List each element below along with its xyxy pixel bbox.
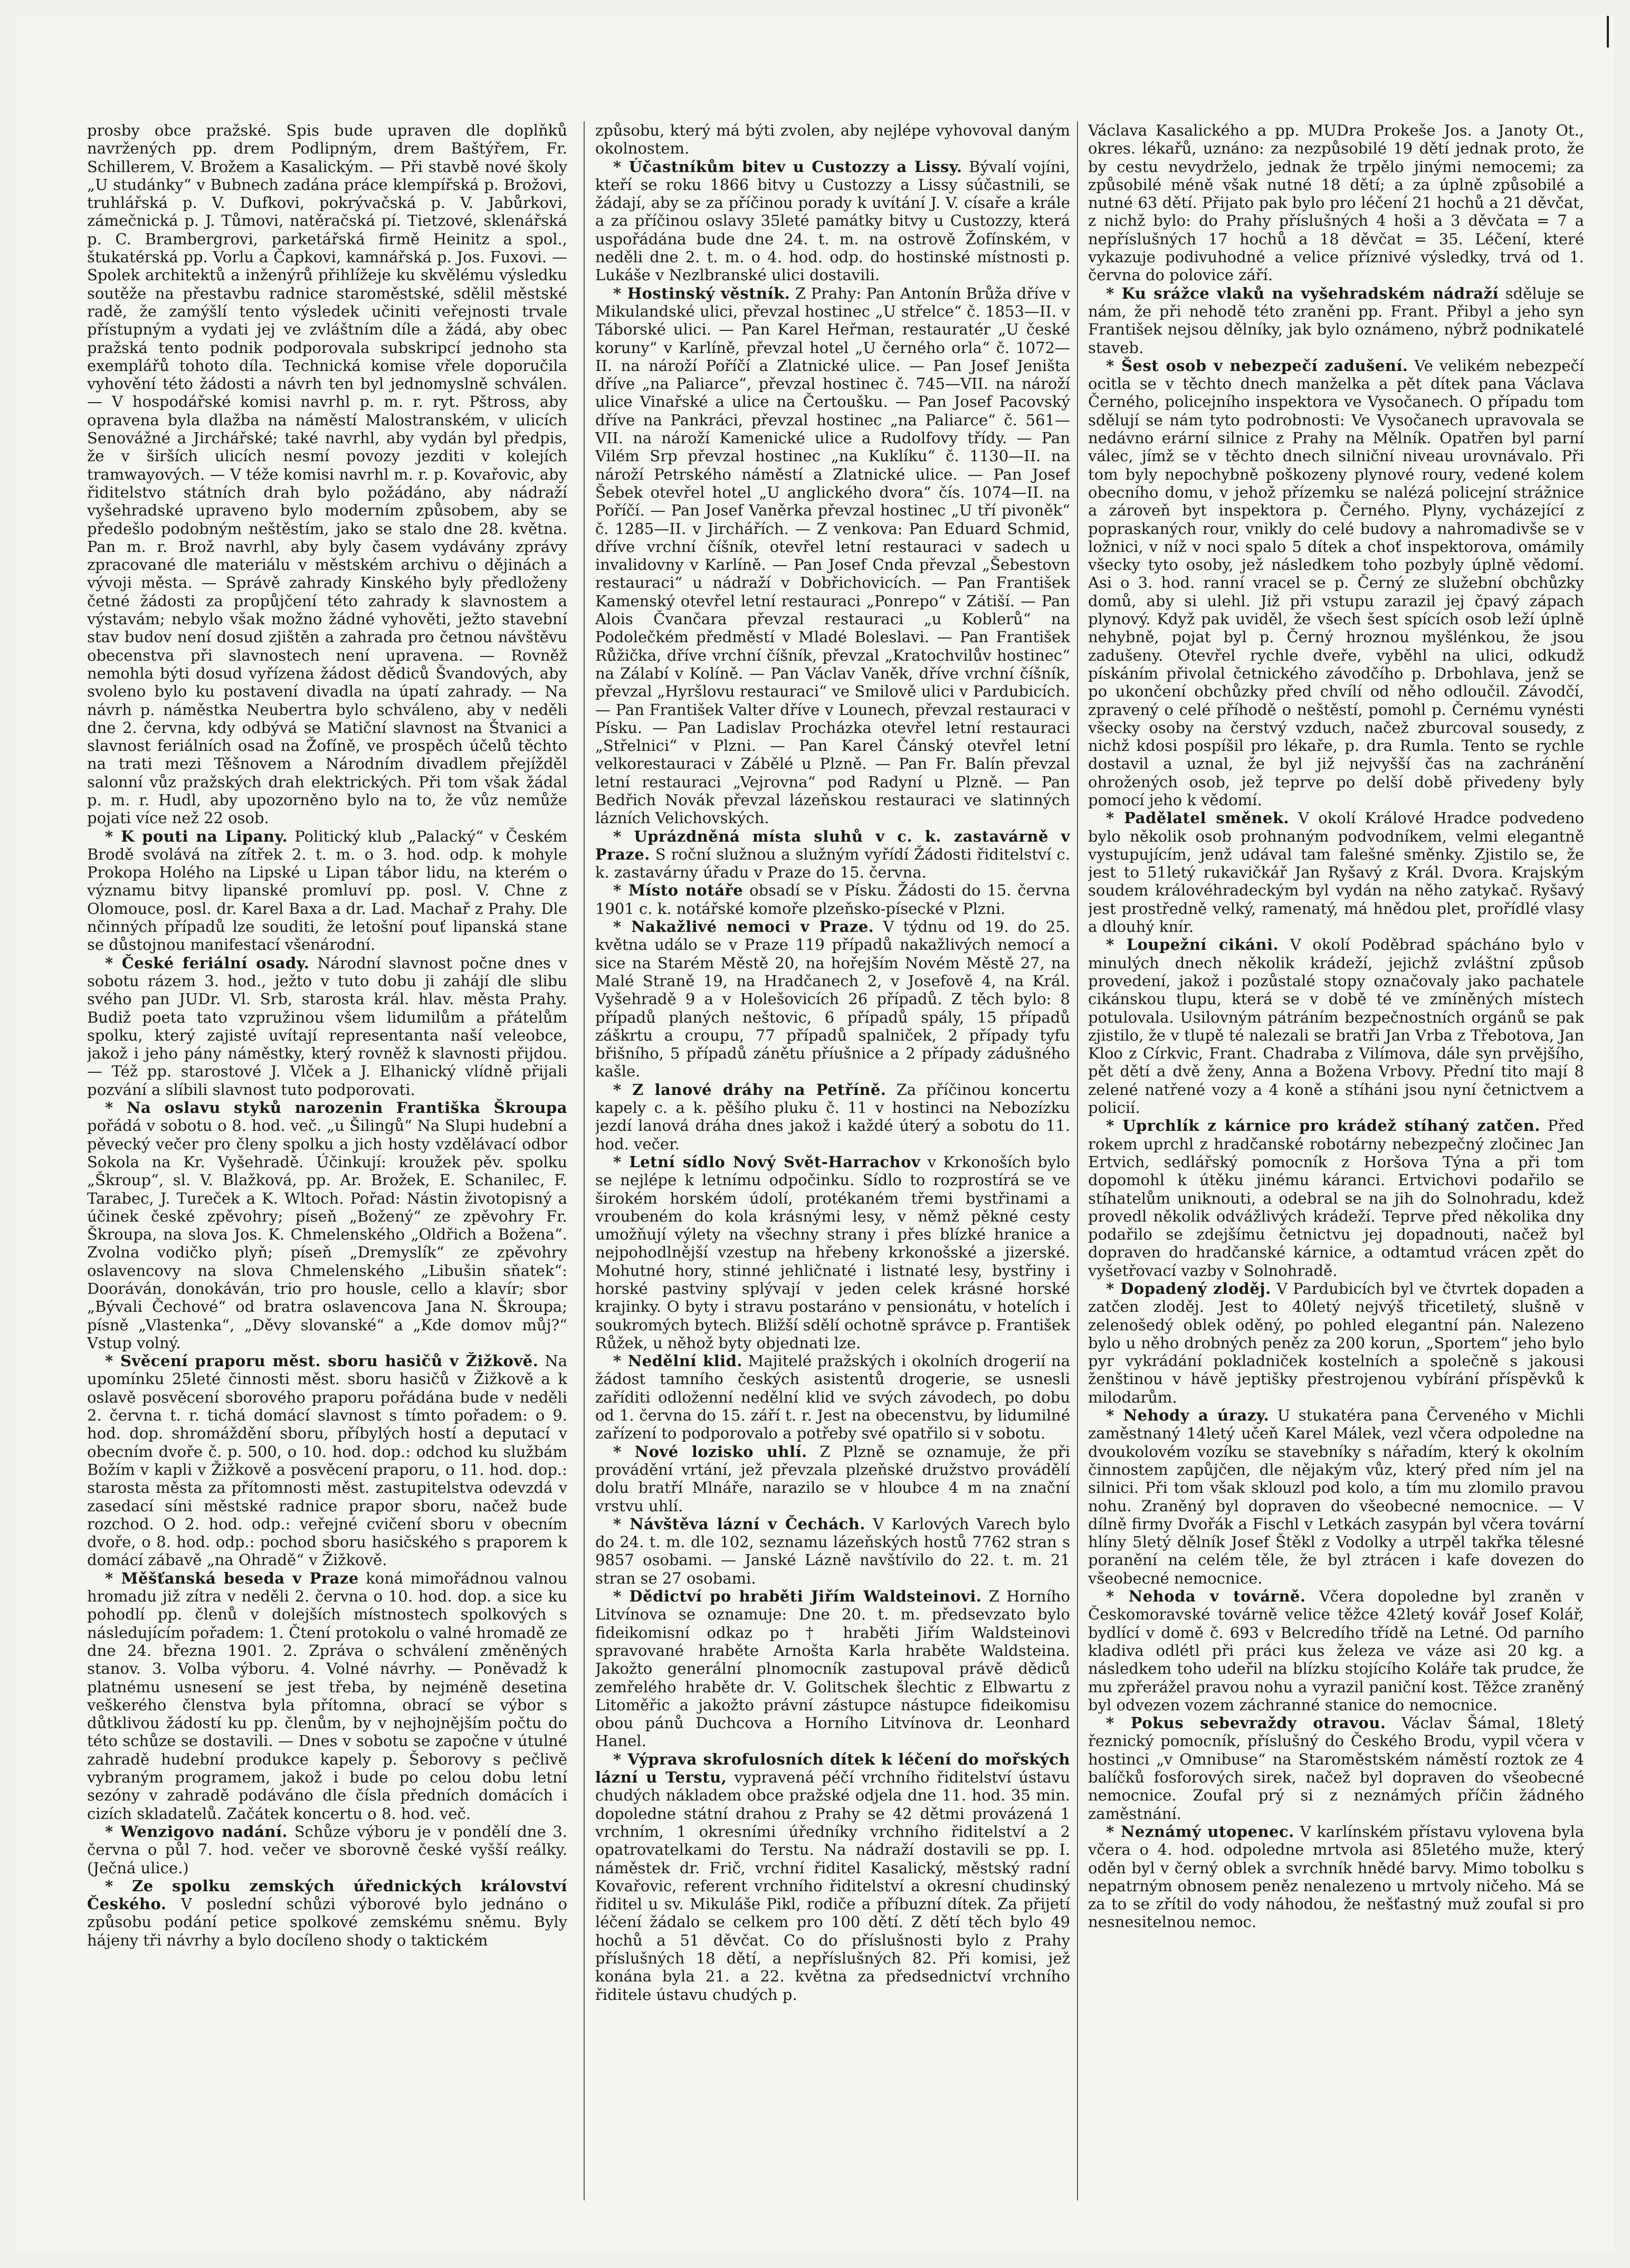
article-body: Ve velikém nebezpečí ocitla se v těchto dnech manželka a pět dítek pana Václava Černého, policejního inspektora ve Vysočanech. O případu tom sdělují se nám tyto podrobnosti: Ve Vysočanech upravovala se nedávno erární silnice z Prahy na Mělník. Opatřen byl parní válec, jímž se v těchto dnech silniční niveau urovnávalo. Při tom byly nepochybně poškozeny plynové roury, vedené kolem obecního domu, v jehož přízemku se nalézá policejní strážnice a zároveň byt inspektora p. Černého. Plyny, vycházející z popraskaných rour, vnikly do celé budovy a nahromadivše se v ložnici, v níž v noci spalo 5 dítek a choť inspektorova, omámily všecky tyto osoby, jež následkem toho pozbyly úplně vědomí. Asi o 3. hod. ranní vracel se p. Černý ze služební obchůzky domů, aby si ulehl. Již při vstupu zarazil jej čpavý zápach plynový. Když pak uviděl, že všech šest spících osob leží úplně nehybně, pojat byl p. Černý hroznou myšlénkou, že jsou zadušeny. Otevřel rychle dveře, vyběhl na ulici, odkudž pískáním přivolal četnického závodčího p. Drbohlava, jenž se po ukončení obchůzky před chvílí od něho odloučil. Závodčí, zpravený o celé příhodě o neštěstí, pomohl p. Černému vynésti všecky osoby na čerstvý vzduch, načež zburcoval sousedy, z nichž kdosi pospíšil pro lékaře, p. dra Rumla. Tento se rychle dostavil a uznal, že byl již nejvyšší čas na zachránění ohrožených osob, jež teprve po delší době přivedeny byly pomocí jeho k vědomí. (1088, 356, 1584, 809)
article-body: Schůze výboru je v pondělí dne 3. června o půl 7. hod. večer ve sborovně české vyšší reálky. (Ječná ulice.) (87, 1822, 567, 1877)
text-column-1 (87, 121, 567, 2200)
binding-mark (1603, 16, 1612, 58)
article-heading: * Místo notáře (613, 881, 743, 899)
news-article (1088, 1117, 1584, 1280)
news-article (595, 1587, 1070, 1750)
article-heading: * Ku srážce vlaků na vyšehradském nádraží (1106, 284, 1499, 302)
news-article (595, 1443, 1070, 1515)
column-divider (1077, 121, 1078, 2200)
article-body: V okolí Poděbrad spácháno bylo v minulých dnech několik krádeží, jejichž zvláštní způsob provedení, jakož i pozůstalé stopy označovaly jako pachatele cikánskou tlupu, která se v době té ve zmíněných místech potulovala. Usilovným pátráním bezpečnostních orgánů se pak zjistilo, že v tlupě té nalezali se bratři Jan Vrba z Třebotova, Jan Kloo z Církvic, Frant. Chadraba z Vilímova, dále syn prvějšího, pět dětí a dvě ženy, Anna a Božena Vrbovy. Přední tito mají 8 zelené natřené vozy a 4 koně a stíháni jsou nyní četnictvem a policií. (1088, 936, 1584, 1117)
news-article (595, 1750, 1070, 2004)
article-body: Václav Šámal, 18letý řeznický pomocník, příslušný do Českého Brodu, vypil včera v hostinci „v Omnibuse“ na Staroměstském náměstí roztok ze 4 balíčků fosforových sirek, načež byl dopraven do všeobecné nemocnice. Zoufal prý si z neznámých příčin žádného zaměstnání. (1088, 1714, 1584, 1823)
news-article (1088, 1823, 1584, 1931)
news-article (87, 1823, 567, 1877)
article-body: Z Plzně se oznamuje, že při provádění vrtání, jež převzala plzeňské družstvo provádělí dolu bratří Mlnáře, narazilo se v hloubce 4 m na znační vrstvu uhlí. (595, 1442, 1070, 1515)
news-article (595, 827, 1070, 882)
article-heading: * Nehoda v továrně. (1106, 1587, 1305, 1605)
column-3-lead: Václava Kasalického a pp. MUDra Prokeše Jos. a Janoty Ot., okres. lékařů, uznáno: za nezpůsobilé 19 dětí jednak proto, že by cestu nevydrželo, jednak že trpělo jinými nemocemi; za způsobilé méně však nutné 18 dětí; a za úplně způsobilé a nutné 63 dětí. Přijato pak bylo pro léčení 21 hochů a 21 děvčat, z nichž bylo: do Prahy příslušných 4 hoši a 3 děvčata = 7 a nepříslušných 17 hochů a 18 děvčat = 35. Léčení, které vykazuje podivuhodné a velice příznivé výsledky, trvá od 1. června do polovice září. (1088, 121, 1584, 284)
article-body: V karlínském přístavu vylovena byla včera o 4. hod. odpoledne mrtvola asi 85letého muže, který oděn byl v černý oblek a svrchník hnědé barvy. Mimo tobolku s nepatrným obnosem peněz nenalezeno u mrtvoly ničeho. Má se za to se zřítil do vody náhodou, že nešťastný muž zoufal si pro nesnesitelnou nemoc. (1088, 1822, 1584, 1931)
article-body: obsadí se v Písku. Žádosti do 15. června 1901 c. k. notářské komoře plzeňsko-písecké v Plzni. (595, 881, 1070, 918)
text-column-2 (595, 121, 1070, 2200)
news-article (87, 1099, 567, 1352)
news-article (595, 918, 1070, 1081)
article-body: v Krkonoších bylo se nejlépe k letnímu odpočinku. Sídlo to rozprostírá se ve širokém horském údolí, protékaném třemi bystřinami a vroubeném do kola krásnými lesy, v němž pěkné cesty umožňují výlety na všechny strany i přes blízké hranice a nejpohodlnější vzestup na hřebeny krkonošské a jizerské. Mohutné hory, stinné jehličnaté i listnaté lesy, bystřiny i horské pastviny splývají v jeden celek krásné horské krajinky. O byty i stravu postaráno v pensionátu, v hotelích i soukromých bytech. Bližší sdělí ochotně správce p. František Růžek, u něhož byty objednati lze. (595, 1152, 1070, 1352)
article-heading: * Nové lozisko uhlí. (613, 1443, 807, 1461)
article-body: V Pardubicích byl ve čtvrtek dopaden a zatčen zloděj. Jest to 40letý nejvýš třicetiletý, slušně v zelenošedý oblek oděný, po pohled elegantní pán. Nalezeno bylo u něho drobných peněz za 200 korun, „Sportem“ jeho bylo pyr vykrádání pokladniček kostelních a společně s jakousi ženštinou v hávě jeptišky přestrojenou vybírání příspěvků k milodarům. (1088, 1280, 1584, 1406)
news-article (595, 284, 1070, 827)
column-3-articles (1088, 284, 1584, 1931)
article-body: U stukatéra pana Červeného v Michli zaměstnaný 14letý učeň Karel Málek, vezl včera odpoledne na dvoukolovém vozíku se stavebníky s nářadím, který k okolním činnostem zapůjčen, dle nějakým vůz, který před ním jel na silnici. Při tom však sklouzl pod kolo, a tím mu zlomilo pravou nohu. Zraněný byl dopraven do všeobecné nemocnice. — V dílně firmy Dvořák a Fischl v Letkách zasypán byl včera tovární hlíny 5letý dělník Josef Štěkl z Vodolky a utrpěl takřka tělesné poranění na celém těle, že byl ztrácen i kafe dovezen do všeobecné nemocnice. (1088, 1406, 1584, 1587)
article-heading: * Měšťanská beseda v Praze (105, 1569, 359, 1587)
article-heading: * Šest osob v nebezpečí zadušení. (1106, 357, 1408, 375)
article-heading: * Nedělní klid. (613, 1352, 742, 1370)
news-article (1088, 284, 1584, 357)
article-heading: * Uprchlík z kárnice pro krádež stíhaný zatčen. (1106, 1117, 1540, 1135)
article-heading: * Nehody a úrazy. (1106, 1406, 1269, 1424)
news-article (1088, 1714, 1584, 1823)
news-article (1088, 1406, 1584, 1587)
column-1-articles (87, 827, 567, 1949)
article-body: Národní slavnost počne dnes v sobotu rázem 3. hod., ježto v tuto dobu ji zahájí dle slibu svého pan JUDr. Vl. Srb, starosta král. hlav. města Prahy. Budiž poeta tato vzpružinou všem lidumilům a přátelům spolku, který zajisté uvítají representanta naší veleobce, jakož i jeho pány náměstky, který rovněž k slavnosti přijdou. — Též pp. starostové J. Vlček a J. Elhanický vlídně přijali pozvání a slíbili slavnost tuto podporovati. (87, 954, 567, 1099)
news-article (1088, 809, 1584, 936)
article-heading: * Neznámý utopenec. (1106, 1823, 1294, 1841)
article-heading: * Wenzigovo nadání. (105, 1823, 288, 1841)
article-heading: * Padělatel směnek. (1106, 809, 1289, 827)
news-article (87, 1352, 567, 1569)
news-article (87, 1569, 567, 1823)
article-body: Včera dopoledne byl zraněn v Českomoravské továrně velice těžce 42letý kovář Josef Kolář, bydlící v domě č. 693 v Belcredího třídě na Letné. Od parního kladiva odlétl při práci kus železa ve váze asi 20 kg. a následkem toho udeřil na blízku stojícího Koláře tak prudce, že mu zpřerážel pravou nohu a vyrazil paniční kost. Těžce zraněný byl odvezen vozem záchranné stanice do nemocnice. (1088, 1587, 1584, 1714)
article-heading: * Návštěva lázní v Čechách. (613, 1515, 865, 1533)
column-divider (584, 121, 585, 2200)
news-article (595, 1352, 1070, 1442)
article-body: Bývalí vojíni, kteří se roku 1866 bitvy u Custozzy a Lissy súčastnili, se žádají, aby se za příčinou porady k uvítání J. V. císaře a krále a za příčinou oslavy 35leté památky bitvy u Custozzy, která uspořádána bude dne 24. t. m. na ostrově Žofínském, v neděli dne 2. t. m. o 4. hod. odp. do hostinské místnosti p. Lukáše v Nezlbranské ulici dostavili. (595, 157, 1070, 284)
news-article (1088, 1587, 1584, 1714)
article-heading: * Dědictví po hraběti Jiřím Waldsteinovi. (613, 1587, 981, 1605)
article-heading: * České feriální osady. (105, 954, 309, 972)
article-heading: * Hostinský věstník. (613, 284, 790, 302)
article-body: S roční služnou a služným vyřídí Žádosti řiditelství c. k. zastavárny úřadu v Praze do 15. června. (595, 845, 1070, 882)
text-column-3 (1088, 121, 1584, 2200)
article-heading: * Výprava skrofulosních dítek k léčení do mořských lázní u Terstu, (595, 1750, 1070, 1786)
article-body: Politický klub „Palacký“ v Českém Brodě svolává na zítřek 2. t. m. o 3. hod. odp. k mohyle Prokopa Holého na Lipské u Lipan tábor lidu, na kterém o významu bitvy lipanské promluví pp. posl. V. Chne z Olomouce, posl. dr. Karel Baxa a dr. Lad. Machař z Prahy. Dle nčinných případů lze souditi, že letošní pouť lipanská stane se důstojnou manifestací všenárodní. (87, 827, 567, 954)
article-body: Před rokem uprchl z hradčanské robotárny nebezpečný zločinec Jan Ertvich, sedlářský pomocník z Horšova Týna a při tom dopomohl k útěku jinému káranci. Ertvichovi podařilo se stíhatelům uniknouti, a odebral se na jih do Solnohradu, kdež provedl několik odvážlivých krádeží. Teprve před několika dny podařilo se zdejšímu četnictvu jej dopadnouti, načež byl dopraven do hradčanské kárnice, a odtamtud vrácen zpět do vyšetřovací vazby v Solnohradě. (1088, 1117, 1584, 1280)
article-heading: * Z lanové dráhy na Petříně. (613, 1081, 886, 1099)
article-body: V okolí Králové Hradce podvedeno bylo několik osob prohnaným podvodníkem, velmi elegantně vystupujícím, jenž udával tam falešné směnky. Zjistilo se, že jest to 51letý rukavičkář Jan Ryšavý z Král. Dvora. Krajským soudem královéhradeckým byl vydán na něho zatykač. Ryšavý jest prostředně velký, ramenatý, má hnědou plet, prořídlé vlasy a dlouhý knír. (1088, 809, 1584, 936)
news-article (87, 954, 567, 1099)
article-heading: * Svěcení praporu měst. sboru hasičů v Žižkově. (105, 1352, 538, 1370)
article-heading: * Letní sídlo Nový Svět-Harrachov (613, 1153, 920, 1171)
news-article (595, 881, 1070, 918)
article-body: Na upomínku 25leté činnosti měst. sboru hasičů v Žižkově a k oslavě posvěcení sborového praporu pořádána bude v neděli 2. června t. r. tichá domácí slavnost s tímto pořadem: o 9. hod. dop. shromáždění sboru, příbylých hostí a deputací v obecním dvoře č. p. 500, o 10. hod. dop.: odchod ku službám Božím v kapli v Žižkově a posvěcení praporu, o 11. hod. dop.: starosta města za přítomnosti měst. zastupitelstva odevzdá v zasedací síni městské radnice prapor sboru, načež bude rozchod. O 2. hod. odp.: veřejné cvičení sboru v obecním dvoře, o 8. hod. odp.: pochod sboru hasičského s praporem k domácí zábavě „na Ohradě“ v Žižkově. (87, 1352, 567, 1569)
article-body: V Karlových Varech bylo do 24. t. m. dle 102, seznamu lázeňských hostů 7762 stran s 9857 osobami. — Janské Lázně navštívilo do 22. t. m. 21 stran se 27 osobami. (595, 1514, 1070, 1587)
article-heading: * Loupežní cikáni. (1106, 936, 1279, 954)
article-heading: * Na oslavu styků narozenin Františka Škroupa (105, 1099, 567, 1117)
news-article (595, 1081, 1070, 1153)
news-article (1088, 1280, 1584, 1406)
article-heading: * Uprázdněná místa sluhů v c. k. zastavárně v Praze. (595, 827, 1070, 863)
news-article (595, 1153, 1070, 1352)
article-heading: * Pokus sebevraždy otravou. (1106, 1714, 1386, 1732)
article-heading: * Ze spolku zemských úřednických království Českého. (87, 1877, 567, 1913)
article-heading: * Nakažlivé nemoci v Praze. (613, 918, 874, 936)
column-1-lead: prosby obce pražské. Spis bude upraven dle doplňků navržených pp. drem Podlipným, drem Baštýřem, Fr. Schillerem, V. Brožem a Kasalickým. — Při stavbě nové školy „U studánky“ v Bubnech zadána práce klempířská p. Brožovi, truhlářská p. V. Dufkovi, pokrývačská p. V. Jabůrkovi, zámečnická p. J. Tůmovi, natěračská pí. Tietzové, sklenářská p. C. Brambergrovi, parketářská firmě Heinitz a spol., štukatérská pp. Vorlu a Čapkovi, kamnářská p. Jos. Fuxovi. — Spolek architektů a inženýrů přihlížeje ku skvělému výsledku soutěže na přestavbu radnice staroměstské, sdělil městské radě, že zamýšlí tento výsledek učiniti veřejnosti trvale přístupným a vydati jej ve zvláštním díle a žádá, aby obec pražská tento podnik podporovala subskripcí jednoho sta exemplářů tohoto díla. Technická komise vřele doporučila vyhovění této žádosti a návrh ten byl jednomyslně schválen. — V hospodářské komisi navrhl p. m. r. ryt. Pštross, aby opravena byla dlažba na náměstí Malostranském, v ulicích Senovážné a Jirchářské; také navrhl, aby vydán byl předpis, že v širších ulicích nesmí povozy jezditi v kolejích tramwayových. — V téže komisi navrhl m. r. p. Kovařovic, aby řiditelstvo státních drah bylo požádáno, aby nádraží vyšehradské upraveno bylo moderním způsobem, aby se předešlo podobným neštěstím, jako se stalo dne 28. května. Pan m. r. Brož navrhl, aby byly časem vydávány zprávy zpracované dle materiálu v městském archivu o dějinách a vývoji města. — Správě zahrady Kinského byly předloženy četné žádosti za propůjčení této zahrady k slavnostem a výstavám; nebylo však možno žádné vyhověti, ježto stavební stav budov není dosud zjištěn a zahrada pro četnou návštěvu obecenstva při slavnostech není upravena. — Rovněž nemohla býti dosud vyřízena žádost dědiců Švandových, aby svoleno bylo ku postavení divadla na úpatí zahrady. — Na návrh p. náměstka Neubertra bylo schváleno, aby v neděli dne 2. června, kdy odbývá se Matiční slavnost na Štvanici a slavnost feriálních osad na Žofíně, ve prospěch účelů těchto na trati mezi Těšnovem a Národním divadlem přejížděl salonní vůz pražských drah elektrických. Při tom však žádal p. m. r. Hudl, aby upozorněno bylo na to, že vůz nemůže pojati více než 22 osob. (87, 121, 567, 827)
news-article (1088, 357, 1584, 809)
article-heading: * Účastníkům bitev u Custozzy a Lissy. (613, 158, 962, 176)
news-article (87, 827, 567, 954)
article-body: vypravená péčí vrchního řiditelství ústavu chudých nákladem obce pražské odjela dne 11. hod. 35 min. dopoledne státní drahou z Prahy se 42 dětmi provázená 1 vrchním, 1 okresními úředníky vrchního řiditelství a 2 opatrovatelkami do Terstu. Na nádraží dostavili se pp. I. náměstek dr. Frič, vrchní řiditel Kasalický, městský radní Kovařovic, referent vrchního řiditelství a okresní chudinský řiditel u sv. Mikuláše Pikl, rodiče a příbuzní dítek. Za přijetí léčení žádalo se celkem pro 100 dětí. Z dětí těch bylo 49 hochů a 51 děvčat. Co do příslušnosti bylo z Prahy příslušných 18 dětí, a nepříslušných 82. Při komisi, jež konána byla 21. a 22. května za předsednictví vrchního řiditele ústavu chudých p. (595, 1768, 1070, 2004)
news-article (87, 1877, 567, 1949)
news-article (1088, 936, 1584, 1117)
article-body: V týdnu od 19. do 25. května událo se v Praze 119 případů nakažlivých nemocí a sice na Starém Městě 20, na hořejším Novém Městě 27, na Malé Straně 19, na Hradčanech 2, v Josefově 4, na Král. Vyšehradě 9 a v Holešovicích 26 případů. Z těch bylo: 8 případů planých neštovic, 6 případů spály, 15 případů záškrtu a croupu, 77 případů spalniček, 2 případy tyfu břišního, 5 případů zánětu příušnice a 2 případy zádušného kašle. (595, 918, 1070, 1081)
article-body: Z Prahy: Pan Antonín Brůža dříve v Mikulandské ulici, převzal hostinec „U střelce“ č. 1853—II. v Táborské ulici. — Pan Karel Heřman, restauratér „U české koruny“ v Karlíně, převzal hotel „U černého orla“ č. 1072—II. na nároží Poříčí a Zlatnické ulice. — Pan Josef Jeništa dříve „na Paliarce“, převzal hostinec č. 745—VII. na nároží ulice Vinařské a ulice na Čertoušku. — Pan Josef Pacovský dříve na Pankráci, převzal hostinec „na Paliarce“ č. 561—VII. na nároží Kamenické ulice a Rudolfovy třídy. — Pan Vilém Srp převzal hostinec „na Kuklíku“ č. 1130—II. na nároží Petrského náměstí a Zlatnické ulice. — Pan Josef Šebek otevřel hotel „U anglického dvora“ čís. 1074—II. na Poříčí. — Pan Josef Vaněrka převzal hostinec „U tří pivoněk“ č. 1285—II. v Jirchářích. — Z venkova: Pan Eduard Schmid, dříve vrchní číšník, otevřel letní restauraci v sadech u invalidovny v Karlíně. — Pan Josef Cnda převzal „Šebestovn restauraci“ u nádraží v Dobřichovicích. — Pan František Kamenský otevřel letní restauraci „Ponrepo“ v Zátiší. — Pan Alois Čvančara převzal restauraci „u Koblerů“ na Podolečkém předměstí v Mladé Boleslavi. — Pan František Růžička, dříve vrchní číšník, převzal „Kratochvilův hostinec“ na Zálabí v Kolíně. — Pan Václav Vaněk, dříve vrchní číšník, převzal „Hyršlovu restauraci“ ve Smilově ulici v Pardubicích. — Pan František Valter dříve v Lounech, převzal restauraci v Písku. — Pan Ladislav Procházka otevřel letní restauraci „Střelnici“ v Plzni. — Pan Karel Čánský otevřel letní velkorestauraci v Zábělé u Plzně. — Pan Fr. Balín převzal letní restauraci „Vejrovna“ pod Radyní u Plzně. — Pan Bedřich Novák převzal lázeňskou restauraci ve slatinných lázních Velichovských. (595, 284, 1070, 827)
column-2-articles (595, 158, 1070, 2004)
news-article (595, 1515, 1070, 1587)
article-body: sděluje se nám, že při nehodě této zraněni pp. Frant. Přibyl a jeho syn František nejsou dělníky, jak bylo oznámeno, nýbrž podnikatelé staveb. (1088, 284, 1584, 357)
column-2-lead: způsobu, který má býti zvolen, aby nejlépe vyhovoval daným okolnostem. (595, 121, 1070, 158)
article-body: koná mimořádnou valnou hromadu již zítra v neděli 2. června o 10. hod. dop. a sice ku pohodlí pp. členů v dolejších místnostech spolkových s následujícím pořadem: 1. Čtení protokolu o valné hromadě ze dne 24. března 1901. 2. Zpráva o schválení změněných stanov. 3. Volba výboru. 4. Volné návrhy. — Poněvadž k platnému usnesení se jest třeba, by nejméně desetina veškerého členstva byla přítomna, obrací se výbor s důtklivou žádostí ku pp. členům, by v nejhojnějším počtu do této schůze se dostavili. — Dnes v sobotu se započne v útulné zahradě hudební produkce kapely p. Šeborovy s pečlivě vybraným programem, jakož i bude po celou dobu letní sezóny v zahradě podáváno dle čísla předních domácích i cizích skladatelů. Začátek koncertu o 8. hod. več. (87, 1569, 567, 1823)
article-body: pořádá v sobotu o 8. hod. več. „u Šilingů“ Na Slupi hudební a pěvecký večer pro členy spolku a jich hosty vzdělávací odbor Sokola na Kr. Vyšehradě. Účinkují: kroužek pěv. spolku „Škroup“, sl. V. Blažková, pp. Ar. Brožek, E. Schanilec, F. Tarabec, J. Tureček a K. Wltoch. Pořad: Nástin životopisný a účinek české zpěvohry; píseň „Božený“ ze zpěvohry Fr. Škroupa, na slova Jos. K. Chmelenského „Oldřich a Božena“. Zvolna vodičko plyň; píseň „Dremyslík“ ze zpěvohry oslavencovy na slova Chmelenského „Libušin sňatek“: Dooráván, donokáván, trio pro housle, cello a klavír; sbor „Bývali Čechové“ od bratra oslavencova Jana N. Škroupa; písně „Vlastenka“, „Děvy slovanské“ a „Kde domov můj?“ Vstup volný. (87, 1117, 567, 1352)
article-heading: * K pouti na Lipany. (105, 827, 288, 845)
news-article (595, 158, 1070, 284)
article-body: Za příčinou koncertu kapely c. a k. pěšího pluku č. 11 v hostinci na Nebozízku jezdí lanová dráha dnes jakož i každé úterý a sobotu do 11. hod. večer. (595, 1080, 1070, 1153)
article-heading: * Dopadený zloděj. (1106, 1280, 1271, 1298)
article-body: Z Horního Litvínova se oznamuje: Dne 20. t. m. předsevzato bylo fideikomisní odkaz po † hraběti Jiřím Waldsteinovi spravované hraběte Arnošta Karla hraběte Waldsteina. Jakožto generální plnomocník zastupoval právě dědiců zemřelého hraběte dr. V. Golitschek šlechtic z Elbwartu z Litoměřic a jakožto právní zástupce nástupce fideikomisu obou pánů Duchcova a Horního Litvínova dr. Leonhard Hanel. (595, 1587, 1070, 1750)
article-body: Majitelé pražských i okolních drogerií na žádost tamního českých asistentů drogerie, se usnesli zaříditi odloženní nedělní klid ve svých závodech, po dobu od 1. června do 15. září t. r. Jest na obecenstvu, by lidumilné zařízení to podporovalo a potřeby své opatřilo si v sobotu. (595, 1352, 1070, 1443)
article-body: V poslední schůzi výborové bylo jednáno o způsobu podání petice spolkové zemskému sněmu. Byly hájeny tři návrhy a bylo docíleno shody o taktickém (87, 1895, 567, 1949)
